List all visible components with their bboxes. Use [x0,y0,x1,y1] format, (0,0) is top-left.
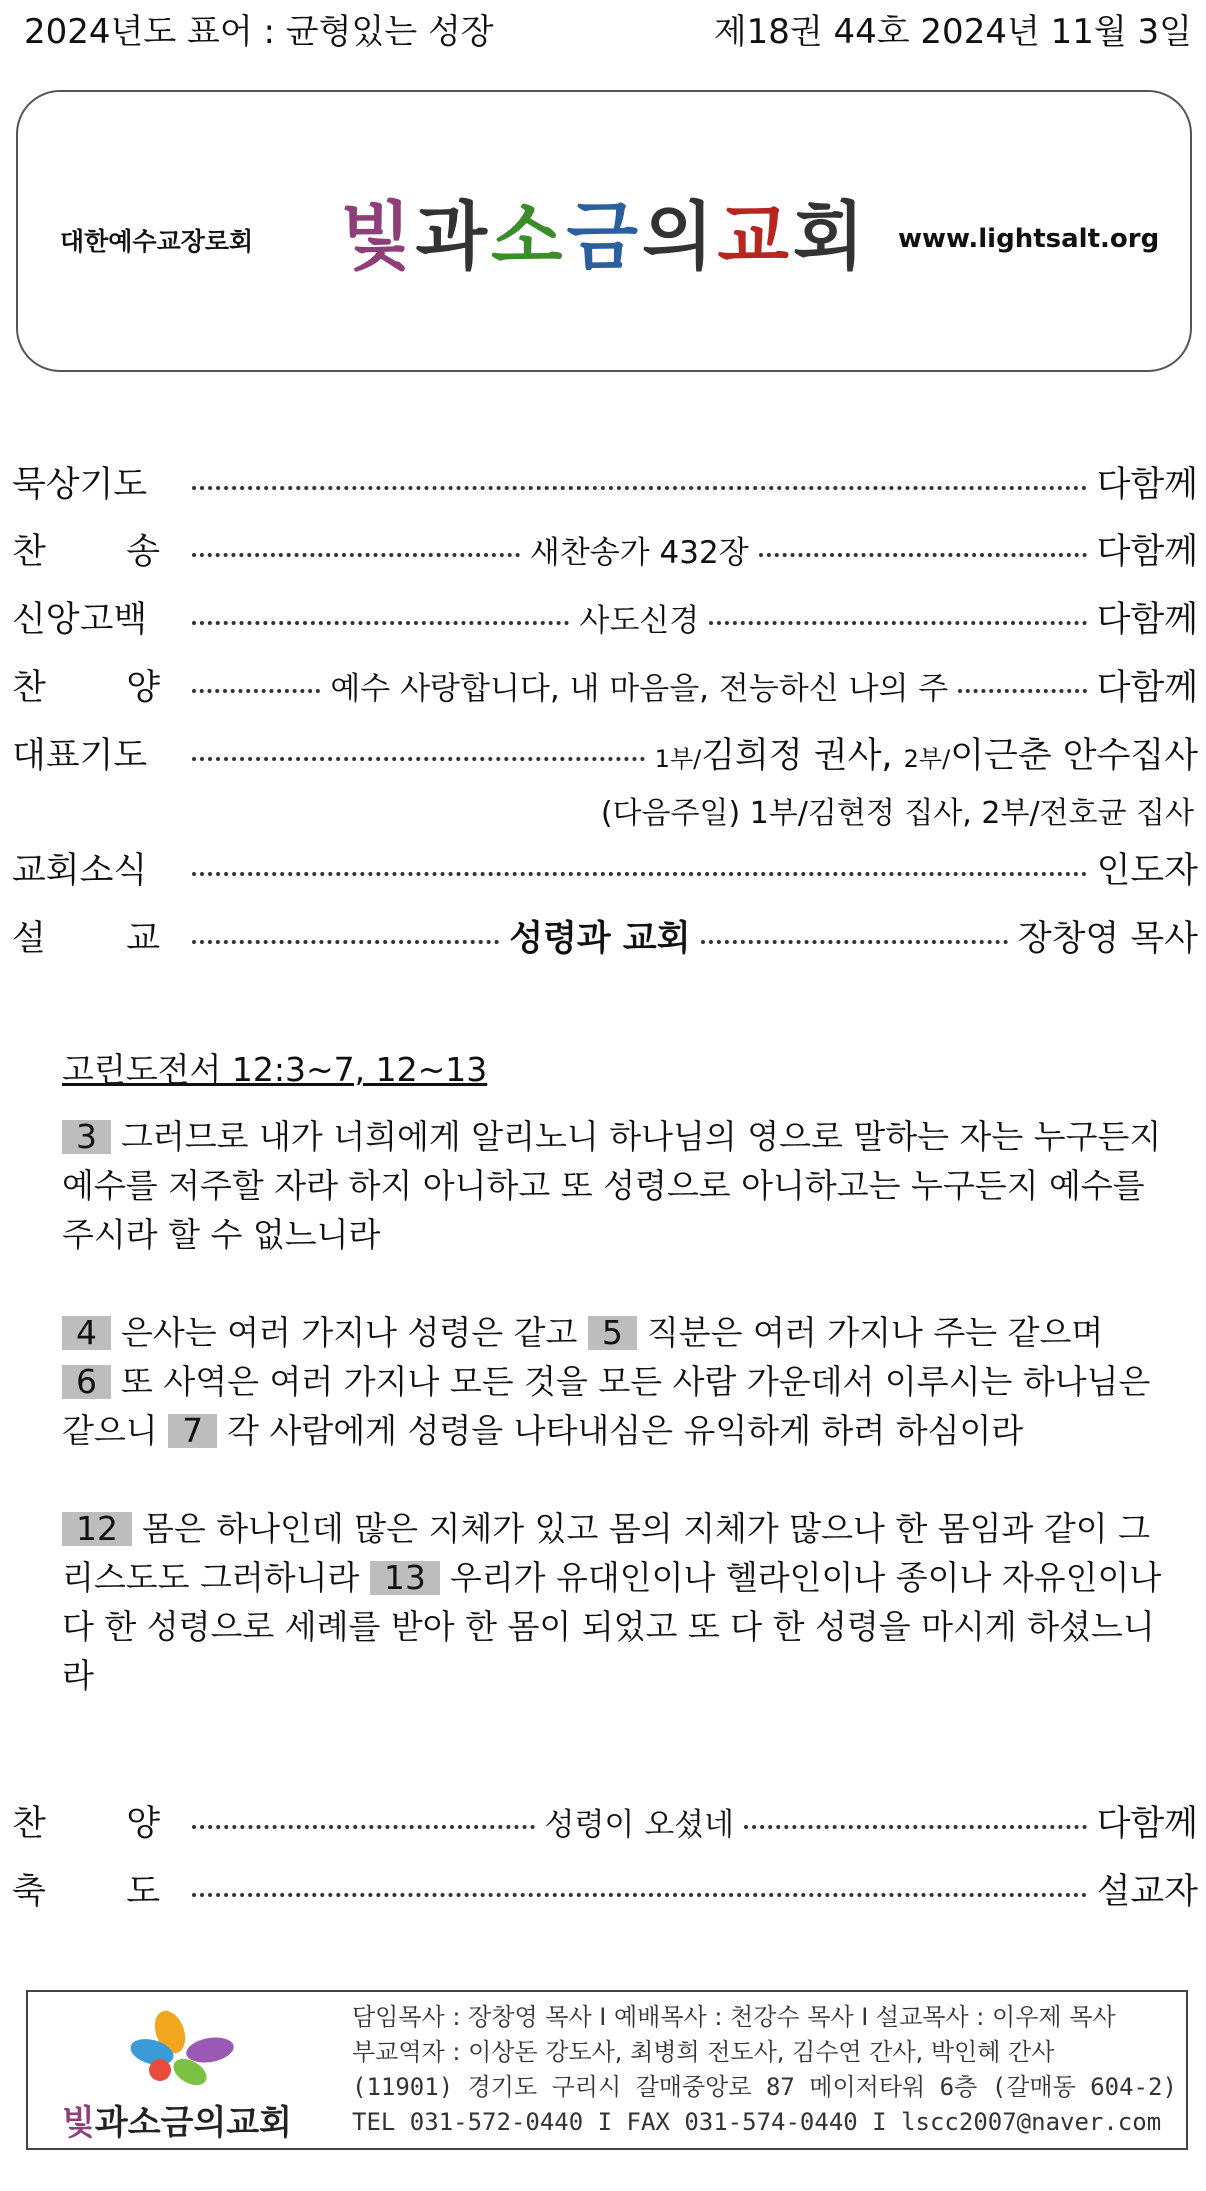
dot-leader [192,940,499,944]
dot-leader [192,1893,1087,1897]
footer-info [352,2000,1177,2140]
scripture-paragraph [62,1112,1162,1259]
closing-leader: 다함께 [1096,1804,1198,1844]
order-row [12,523,1198,575]
order-label: 교회소식 [12,851,148,891]
label-char: 양 [126,668,160,708]
logo-char: 회 [792,194,869,280]
dot-leader [958,689,1086,693]
order-leader: 다함께 [1096,532,1199,572]
order-label: 신앙고백 [12,600,148,640]
prayer-part: 이근춘 안수집사 [950,736,1198,776]
dot-leader [759,553,1087,557]
bulletin-theme: 2024년도 표어 : 균형있는 성장 [24,12,494,52]
verse-text: 그러므로 내가 너희에게 알리노니 하나님의 영으로 말하는 자는 누구든지 예수를 저주할 자라 하지 아니하고 또 성령으로 아니하고는 누구든지 예수를 주시라 할 수 없느니라 [62,1117,1162,1254]
dot-leader [192,872,1087,876]
footer-name-char: 소 [127,2103,161,2143]
prayer-part: 1부/ [654,745,702,773]
footer-staff: 부교역자 : 이상돈 강도사, 최병희 전도사, 김수연 간사, 박인혜 간사 [352,2038,1055,2066]
logo-char: 금 [566,194,642,280]
scripture-paragraph [62,1308,1162,1455]
footer-church-name [62,2095,292,2144]
dot-leader [701,940,1008,944]
order-leader: 인도자 [1096,851,1198,891]
verse-text: 각 사람에게 성령을 나타내심은 유익하게 하려 하심이라 [227,1411,1024,1450]
order-row [12,591,1198,643]
dot-leader [192,553,520,557]
logo-char: 의 [641,194,718,280]
label-char: 축 [12,1872,46,1912]
dot-leader [744,1825,1087,1829]
dot-leader [192,486,1087,490]
footer-address: (11901) 경기도 구리시 갈매중앙로 87 메이저타워 6층 (갈매동 604-2) [352,2073,1177,2101]
closing-row [12,1863,1198,1915]
verse-text: 직분은 여러 가지나 주는 같으며 [646,1313,1104,1352]
closing-label [12,1864,160,1914]
label-char: 찬 [12,668,46,708]
order-content: 성령과 교회 [509,919,691,959]
dot-leader [192,757,645,761]
scripture-paragraph [62,1504,1162,1700]
order-label: 대표기도 [12,736,148,776]
verse-number: 3 [62,1120,111,1154]
verse-number: 7 [168,1414,217,1448]
church-logo-text [340,178,868,284]
order-leader: 다함께 [1096,668,1199,708]
closing-leader: 설교자 [1096,1872,1198,1912]
order-leader: 다함께 [1096,465,1198,505]
order-label [12,660,160,710]
order-row [12,842,1198,894]
order-row [12,727,1198,779]
logo-petal [149,2059,171,2081]
label-char: 양 [126,1804,160,1844]
order-content: 사도신경 [579,602,700,639]
footer-contact: TEL 031-572-0440 I FAX 031-574-0440 I lscc2007@naver.com [352,2108,1162,2136]
footer-name-char: 빛 [62,2103,95,2143]
order-label [12,911,160,961]
verse-number: 12 [62,1512,132,1546]
prayer-part: 2부/ [903,745,951,773]
order-label [12,524,160,574]
footer-name-char: 금 [160,2103,194,2143]
order-label: 묵상기도 [12,465,148,505]
denomination: 대한예수교장로회 [60,227,254,256]
next-week-prayer: (다음주일) 1부/김현정 집사, 2부/전호균 집사 [600,796,1194,831]
label-char: 설 [12,919,46,959]
footer-name-char: 과 [94,2103,128,2143]
verse-number: 13 [370,1561,440,1595]
logo-char: 과 [415,194,491,280]
prayer-part: 김희정 권사, [701,736,904,776]
order-content: 예수 사랑합니다, 내 마음을, 전능하신 나의 주 [330,670,949,707]
dot-leader [192,689,320,693]
scripture-reference: 고린도전서 12:3~7, 12~13 [62,1050,488,1089]
label-char: 찬 [12,532,46,572]
logo-char: 빛 [340,194,416,280]
verse-text: 몸은 하나인데 많은 지체가 있고 몸의 지체가 많으나 한 몸임과 같이 그리스도도 그러하니라 [62,1509,1150,1597]
label-char: 송 [126,532,160,572]
label-char: 교 [126,919,160,959]
order-leader [655,728,1198,778]
order-row [12,659,1198,711]
footer-name-char: 회 [259,2103,293,2143]
verse-number: 5 [588,1316,637,1350]
footer-name-char: 교 [226,2103,260,2143]
logo-char: 교 [717,194,793,280]
closing-content: 성령이 오셨네 [544,1806,735,1843]
order-row [12,910,1198,962]
label-char: 찬 [12,1804,46,1844]
dot-leader [192,621,569,625]
issue-date: 제18권 44호 2024년 11월 3일 [713,12,1192,52]
church-website-link[interactable]: www.lightsalt.org [898,224,1160,254]
closing-label [12,1796,160,1846]
verse-text: 은사는 여러 가지나 성령은 같고 [121,1313,588,1352]
dot-leader [709,621,1086,625]
footer-pastors: 담임목사 : 장창영 목사 I 예배목사 : 천강수 목사 I 설교목사 : 이우제 목사 [352,2003,1116,2031]
order-leader: 장창영 목사 [1017,919,1198,959]
verse-number: 4 [62,1316,111,1350]
dot-leader [192,1825,535,1829]
order-leader: 다함께 [1096,600,1199,640]
verse-text: 또 사역은 여러 가지나 모든 것을 모든 사람 가운데서 이루시는 하나님은 같으니 [62,1362,1151,1450]
footer-name-char: 의 [193,2103,227,2143]
order-row [12,456,1198,508]
logo-char: 소 [490,194,567,280]
label-char: 도 [126,1872,160,1912]
verse-number: 6 [62,1365,111,1399]
closing-row [12,1795,1198,1847]
church-flower-logo [60,2010,310,2100]
verse-text: 우리가 유대인이나 헬라인이나 종이나 자유인이나 다 한 성령으로 세례를 받아 한 몸이 되었고 또 다 한 성령을 마시게 하셨느니라 [62,1558,1162,1695]
scripture-section [62,1045,1162,1749]
order-content: 새찬송가 432장 [529,534,749,571]
